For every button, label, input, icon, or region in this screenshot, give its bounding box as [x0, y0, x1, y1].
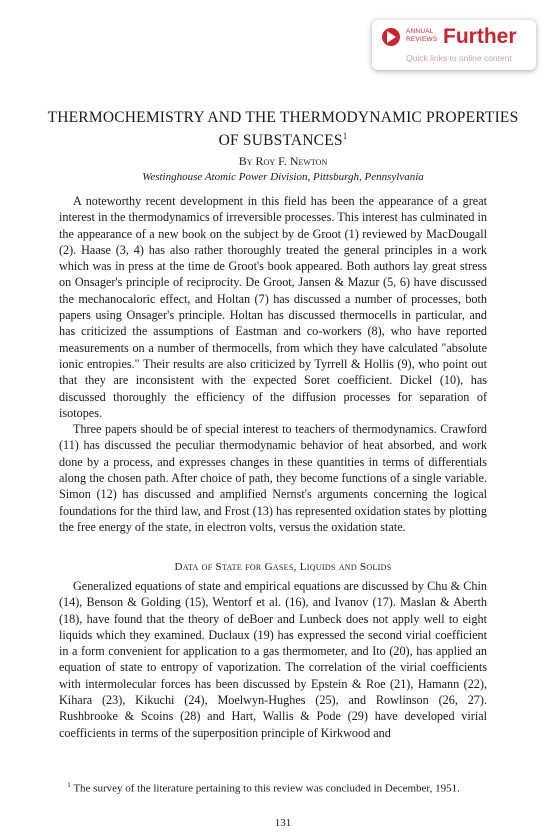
footnote-mark: 1	[67, 781, 71, 789]
byline	[40, 154, 526, 169]
paragraph: A noteworthy recent development in this field has been the appearance of a great interest in the thermodynamics of irreversible processes. This interest has culminated in the appearance of a new book on the subject by de Groot (1) reviewed by MacDougall (2). Haase (3, 4) has also rather thoroughly treated the general principles in a work which was in press at the time de Groot's book appeared. Both authors lay great stress on Onsager's principle of reciprocity. De Groot, Jansen & Mazur (5, 6) have discussed the mechanocaloric effect, and Holtan (7) has discussed a number of processes, both papers using Onsager's principle. Holtan has discussed thermocells in particular, and has criticized the assumptions of Eastman and co-workers (8), who have reported measurements on a number of thermocells, from which they have calculated "absolute ionic entropies." Their results are also criticized by Tyrrell & Hollis (9), who point out that they are inconsistent with the expected Soret coefficient. Dickel (10), has discussed thoroughly the efficiency of the diffusion processes for separation of isotopes.	[59, 194, 487, 420]
arrow-circle-icon	[382, 28, 400, 46]
footnote-text: The survey of the literature pertaining to this review was concluded in December, 1951.	[73, 782, 460, 795]
paragraph: Three papers should be of special interest to teachers of thermodynamics. Crawford (11) has discussed the peculiar thermodynamic behavior of heat absorbed, and work done by a process, and expresses changes in these quantities in terms of differentials along the chosen path. After choice of path, they become functions of a single variable. Simon (12) has discussed and amplified Nernst's arguments concerning the logical foundations for the third law, and Frost (13) has represented oxidation states by plotting the free energy of the state, in electron volts, versus the oxidation state.	[59, 422, 487, 534]
section-heading: Data of State for Gases, Liquids and Solids	[174, 561, 392, 573]
footnote	[59, 778, 487, 796]
author-name: Roy F. Newton	[255, 154, 328, 168]
badge-publisher-label: ANNUAL REVIEWS	[406, 28, 438, 43]
page-number: 131	[274, 817, 292, 829]
title-footnote-mark: 1	[342, 131, 348, 141]
badge-further-label: Further	[443, 25, 517, 48]
intro-body	[59, 193, 487, 535]
further-badge[interactable]	[372, 20, 536, 70]
paragraph: Generalized equations of state and empirical equations are discussed by Chu & Chin (14), Benson & Golding (15), Wentorf et al. (16), and Ivanov (17). Maslan & Aberth (18), have found that the theory of deBoer and Lunbeck does not apply well to eight liquids which they examined. Duclaux (19) has expressed the second virial coefficient in a form convenient for application to a gas thermometer, and Ito (20), has applied an equation of state to entropy of vaporization. The correlation of the virial coefficients with intermolecular forces has been discussed by Epstein & Roe (21), Hamann (22), Kihara (23), Kikuchi (24), Moelwyn-Hughes (25), and Rowlinson (26, 27). Rushbrooke & Scoins (28) and Hart, Wallis & Pode (29) have developed virial coefficients in terms of the superposition principle of Kirkwood and	[59, 579, 487, 740]
byline-prefix: By	[238, 154, 253, 168]
affiliation: Westinghouse Atomic Power Division, Pittsburgh, Pennsylvania	[142, 171, 424, 183]
article-title	[40, 108, 526, 150]
badge-subtitle: Quick links to online content	[406, 53, 512, 63]
title-text: THERMOCHEMISTRY AND THE THERMODYNAMIC PROPERTIES OF SUBSTANCES	[47, 109, 519, 150]
section-body	[59, 578, 487, 741]
